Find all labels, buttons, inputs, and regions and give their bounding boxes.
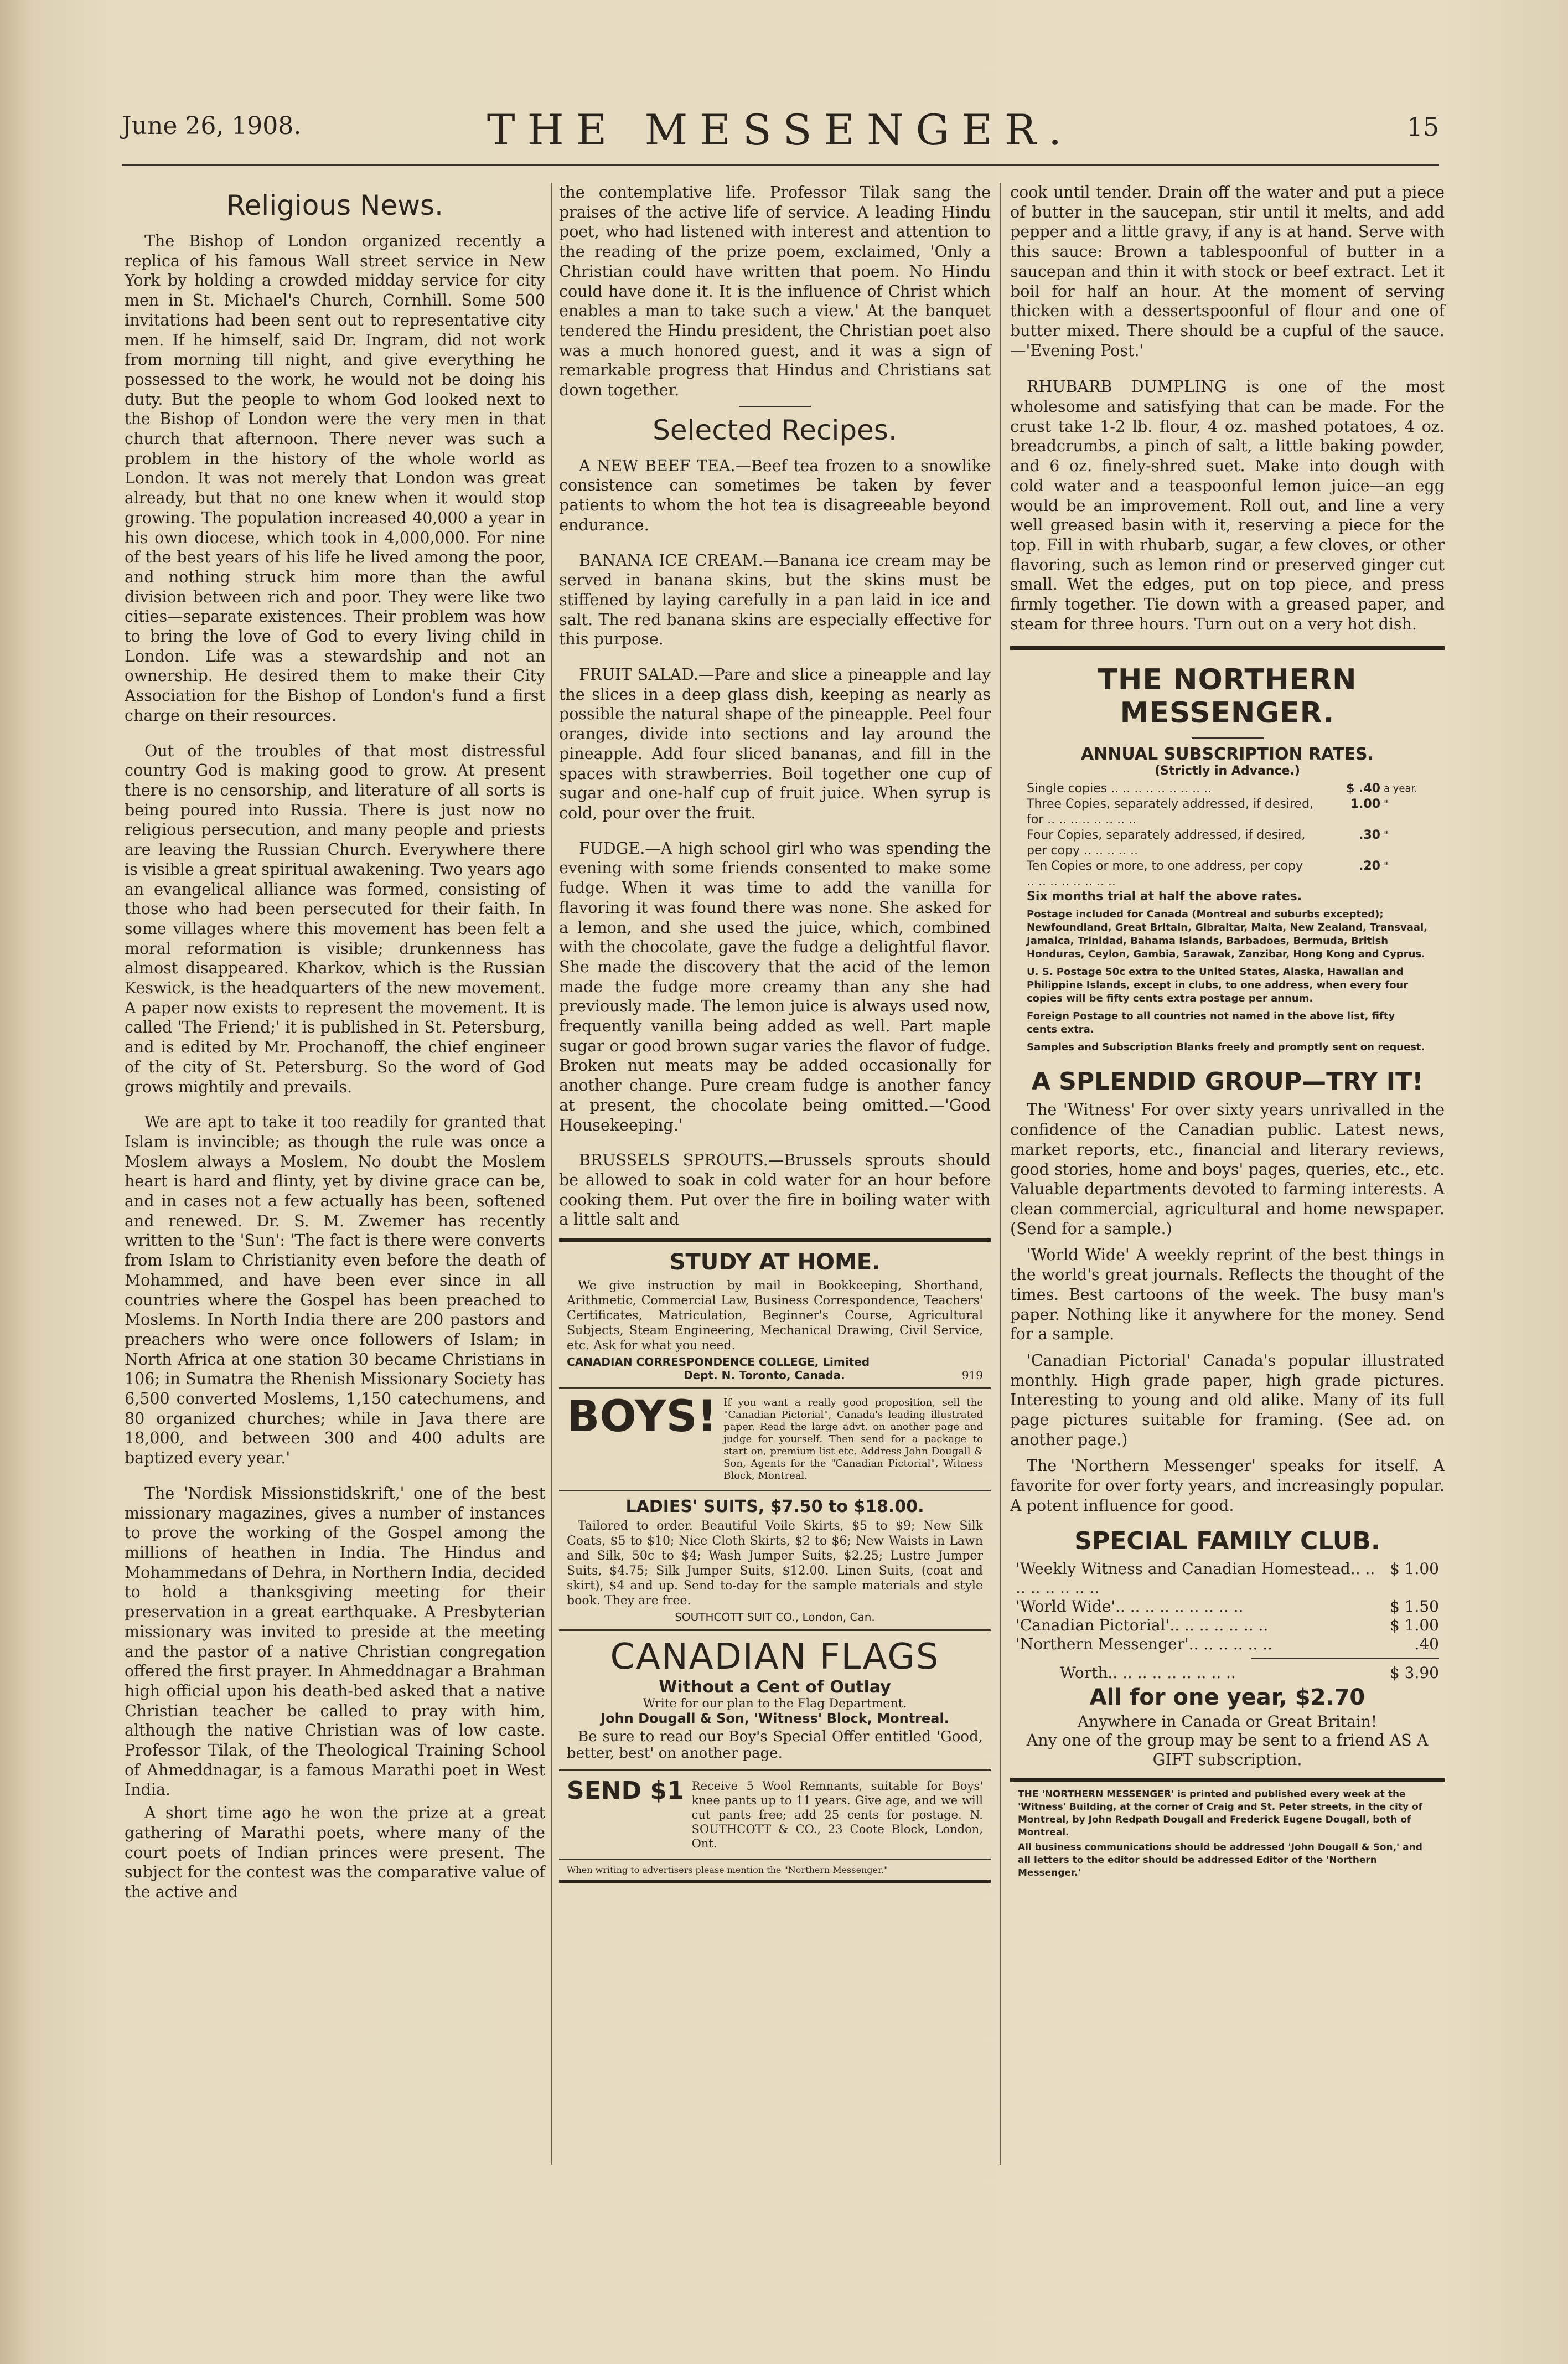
rate-row: Single copies .. .. .. .. .. .. .. .. .. $ .40 a year. bbox=[1027, 782, 1417, 796]
article-paragraph: The 'Nordisk Missionstidskrift,' one of the best missionary magazines, gives a number of instances to prove the working of the Gospel among the millions of heathen in India. The Hindus and Mohammedans of Dehra, in Northern India, decided to hold a thanksgiving meeting for their preservation in a great earthquake. A Presbyterian missionary was invited to preside at the meeting and the pastor of a native Christian congregation offered the first prayer. In Ahmeddnagar a Brahman high official upon his death-bed asked that a native Christian teacher be called to pray with him, although the native Christian was of low caste. Professor Tilak, of the Theological Training School of Ahmeddnagar, is a famous Marathi poet in West India. bbox=[125, 1484, 545, 1799]
ad-title: LADIES' SUITS, $7.50 to $18.00. bbox=[625, 1497, 924, 1517]
imprint-box bbox=[1010, 1778, 1445, 1880]
ad-canadian-flags bbox=[559, 1631, 991, 1771]
ad-subtitle: Without a Cent of Outlay bbox=[659, 1677, 891, 1697]
club-row: 'Canadian Pictorial'.. .. .. .. .. .. .. $ 1.00 bbox=[1016, 1615, 1439, 1634]
ad-body: Receive 5 Wool Remnants, suitable for Boys' knee pants up to 11 years. Give age, and we will cut pants free; add 25 cents for postage. N. SOUTHCOTT & CO., 23 Coote Block, London, Ont. bbox=[691, 1779, 983, 1851]
ad-study-at-home bbox=[559, 1242, 991, 1389]
ad-address: Dept. N. Toronto, Canada. bbox=[684, 1369, 845, 1382]
ad-title: STUDY AT HOME. bbox=[669, 1250, 881, 1276]
recipe-paragraph: RHUBARB DUMPLING is one of the most wholesome and satisfying that can be made. For the crust take 1-2 lb. flour, 4 oz. mashed potatoes, 4 oz. breadcrumbs, a pinch of salt, a little baking powder, and 6 oz. finely-shred suet. Make into dough with cold water and a teaspoonful lemon juice—an egg would be an improvement. Roll out, and line a very well greased basin with it, reserving a piece for the top. Fill in with rhubarb, sugar, a few cloves, or other flavoring, such as lemon rind or preserved ginger cut small. Wet the edges, put on top piece, and press firmly together. Tie down with a greased paper, and steam for three hours. Turn out on a very hot dish. bbox=[1010, 378, 1445, 633]
rates-heading: ANNUAL SUBSCRIPTION RATES. bbox=[1081, 745, 1374, 765]
section-divider bbox=[739, 406, 811, 407]
imprint-text: THE 'NORTHERN MESSENGER' is printed and published every week at the 'Witness' Building, at the corner of Craig and St. Peter streets, in the city of Montreal, by John Redpath Dougall and Frederick Eugene Dougall, both of Montreal. bbox=[1018, 1788, 1423, 1838]
article-paragraph: Out of the troubles of that most distressful country God is making good to grow. At present there is no censorship, and literature of all sorts is being poured into Russia. There is just now no religious persecution, and many people and priests are leaving the Russian Church. Everywhere there is visible a great spiritual awakening. Two years ago an evangelical alliance was formed, consisting of those who had been persecuted for their faith. In some villages where this movement has been felt a moral reformation is visible; drunkenness has almost disappeared. Kharkov, which is the Russian Keswick, is the headquarters of the new movement. A paper now exists to represent the movement. It is called 'The Friend;' it is published in St. Petersburg, and is edited by Mr. Prochanoff, the chief engineer of the city of St. Petersburg. So the word of God grows mightily and prevails. bbox=[125, 741, 545, 1096]
recipe-paragraph: cook until tender. Drain off the water and put a piece of butter in the saucepan, stir until it melts, and add pepper and a little gravy, if any is at hand. Serve with this sauce: Brown a tablespoonful of butter in a saucepan and thin it with stock or beef extract. Let it boil for half an hour. At the moment of serving thicken with a dessertspoonful of flour and one of butter mixed. There should be a cupful of the sauce.—'Evening Post.' bbox=[1010, 183, 1445, 360]
club-row: 'World Wide'.. .. .. .. .. .. .. .. .. $ 1.50 bbox=[1016, 1597, 1439, 1615]
recipe-paragraph: BRUSSELS SPROUTS.—Brussels sprouts should be allowed to soak in cold water for an hour before cooking them. Put over the fire in boiling water with a little salt and bbox=[559, 1151, 991, 1229]
family-club-table bbox=[1010, 1560, 1445, 1682]
advertisement-block bbox=[559, 1238, 991, 1883]
column-religious-news bbox=[125, 183, 545, 1918]
box-title: THE NORTHERN MESSENGER. bbox=[1098, 663, 1357, 730]
ad-boys bbox=[559, 1389, 991, 1491]
trial-note: Six months trial at half the above rates. bbox=[1027, 890, 1302, 904]
ad-line: John Dougall & Son, 'Witness' Block, Montreal. bbox=[601, 1711, 949, 1727]
ad-signature: SOUTHCOTT SUIT CO., London, Can. bbox=[675, 1611, 875, 1624]
article-paragraph: We are apt to take it too readily for granted that Islam is invincible; as though the rule was once a Moslem always a Moslem. No doubt the Moslem heart is hard and flinty, yet by divine grace can be, and in cases not a few actually has been, softened and renewed. Dr. S. M. Zwemer has recently written to the 'Sun': 'The fact is there were converts from Islam to Christianity even before the death of Mohammed, and have been ever since in all countries where the Gospel has been preached to Moslems. In North India there are 200 pastors and preachers who were once followers of Islam; in North Africa at one station 30 became Christians in 106; in Sumatra the Rhenish Missionary Society has 6,500 converted Moslems, 1,150 catechumens, and 80 organized churches; while in Java there are 18,000, and between 300 and 400 adults are baptized every year.' bbox=[125, 1113, 545, 1468]
club-anywhere: Anywhere in Canada or Great Britain! bbox=[1077, 1712, 1378, 1731]
section-heading: Religious News. bbox=[226, 189, 443, 221]
foreign-postage: Foreign Postage to all countries not named in the above list, fifty cents extra. bbox=[1027, 1010, 1395, 1036]
witness-blurb: The 'Witness' For over sixty years unrivalled in the confidence of the Canadian public. Latest news, market reports, etc., financial and literary reviews, good stories, home and boys' pages, queries, etc., etc. Valuable departments devoted to farming interests. A clean commercial, agricultural and home newspaper. (Send for a sample.) bbox=[1010, 1101, 1445, 1238]
rate-row: Four Copies, separately addressed, if desired, per copy .. .. .. .. .. .30 " bbox=[1027, 828, 1389, 858]
ad-title: CANADIAN FLAGS bbox=[610, 1637, 940, 1678]
ad-ladies-suits bbox=[559, 1491, 991, 1631]
ad-line: Be sure to read our Boy's Special Offer entitled 'Good, better, best' on another page. bbox=[567, 1728, 983, 1762]
splendid-group-title: A SPLENDID GROUP—TRY IT! bbox=[1031, 1067, 1424, 1096]
postage-included: Postage included for Canada (Montreal and suburbs excepted); Newfoundland, Great Britain, Gibraltar, Malta, New Zealand, Transvaal, Jamaica, Trinidad, Bahama Islands, Barbadoes, Bermuda, British Honduras, Ceylon, Gambia, Sarawak, Zanzibar, Hong Kong and Cyprus. bbox=[1027, 909, 1427, 961]
page-number: 15 bbox=[1406, 112, 1439, 142]
column-recipes bbox=[559, 183, 991, 1883]
column-divider bbox=[1000, 183, 1001, 2165]
masthead-title: THE MESSENGER. bbox=[487, 105, 1074, 154]
ad-title: BOYS! bbox=[567, 1392, 717, 1442]
recipe-paragraph: BANANA ICE CREAM.—Banana ice cream may be served in banana skins, but the skins must be stiffened by laying carefully in a pan laid in ice and salt. The red banana skins are especially effective for this purpose. bbox=[559, 551, 991, 649]
total-rule bbox=[1251, 1658, 1439, 1659]
club-row: 'Weekly Witness and Canadian Homestead.. .. .. .. .. .. .. .. $ 1.00 bbox=[1016, 1559, 1439, 1597]
header-rule bbox=[122, 164, 1439, 166]
ad-line: Write for our plan to the Flag Department. bbox=[643, 1697, 907, 1711]
rate-row: Ten Copies or more, to one address, per copy .. .. .. .. .. .. .. .. .20 " bbox=[1027, 859, 1389, 889]
northern-messenger-box bbox=[1010, 646, 1445, 1059]
rate-row: Three Copies, separately addressed, if desired, for .. .. .. .. .. .. .. .. 1.00 " bbox=[1027, 797, 1389, 827]
issue-date: June 26, 1908. bbox=[122, 112, 302, 140]
ad-code: 919 bbox=[961, 1369, 983, 1382]
family-club-title: SPECIAL FAMILY CLUB. bbox=[1074, 1526, 1380, 1555]
article-paragraph: the contemplative life. Professor Tilak sang the praises of the active life of service. A leading Hindu poet, who had listened with interest and attention to the reading of the prize poem, exclaimed, 'Only a Christian could have written that poem. No Hindu could have done it. It is the influence of Christ which enables a man to take such a view.' At the banquet tendered the Hindu president, the Christian poet also was a much honored guest, and it was a sign of remarkable progress that Hindus and Christians sat down together. bbox=[559, 183, 991, 400]
column-subscriptions bbox=[1010, 183, 1445, 1880]
recipe-paragraph: A NEW BEEF TEA.—Beef tea frozen to a snowlike consistence can sometimes be taken by fever patients to whom the hot tea is disagreeable beyond endurance. bbox=[559, 456, 991, 534]
ad-signature: CANADIAN CORRESPONDENCE COLLEGE, Limited bbox=[567, 1355, 870, 1369]
ad-send-dollar bbox=[559, 1771, 991, 1860]
column-divider bbox=[551, 183, 552, 2165]
world-wide-blurb: 'World Wide' A weekly reprint of the best things in the world's great journals. Reflects the thought of the times. Best cartoons of the week. The busy man's paper. Nothing like it anywhere for the money. Send for a sample. bbox=[1010, 1246, 1445, 1344]
ad-note: When writing to advertisers please mention the "Northern Messenger." bbox=[567, 1865, 888, 1876]
ad-body: If you want a really good proposition, sell the "Canadian Pictorial", Canada's leading illustrated paper. Read the large advt. on another page and judge for yourself. Then send for a package to start on, premium list etc. Address John Dougall & Son, Agents for the "Canadian Pictorial", Witness Block, Montreal. bbox=[723, 1397, 983, 1482]
recipe-paragraph: FUDGE.—A high school girl who was spending the evening with some friends consented to make some fudge. When it was time to add the vanilla for flavoring it was found there was none. She asked for a lemon, and she used the juice, which, combined with the chocolate, gave the fudge a delightful flavor. She made the discovery that the acid of the lemon made the fudge more creamy than any she had previously made. The lemon juice is always used now, frequently vanilla being added as well. Part maple sugar or good brown sugar varies the flavor of fudge. Broken nut meats may be added occasionally for another change. Pure cream fudge is another fancy at present, the chocolate being omitted.—'Good Housekeeping.' bbox=[559, 839, 991, 1134]
ad-body: Tailored to order. Beautiful Voile Skirts, $5 to $9; New Silk Coats, $5 to $10; Nice Cloth Skirts, $2 to $6; New Waists in Lawn and Silk, 50c to $4; Wash Jumper Suits, $2.25; Lustre Jumper Suits, $4.75; Silk Jumper Suits, $12.00. Linen Suits, (coat and skirt), $4 and up. Send to-day for the sample materials and style book. They are free. bbox=[567, 1519, 983, 1608]
ad-title: SEND $1 bbox=[567, 1777, 684, 1805]
article-paragraph: The Bishop of London organized recently a replica of his famous Wall street service in New York by holding a crowded midday service for city men in St. Michael's Church, Cornhill. Some 500 invitations had been sent out to representative city men. If he himself, said Dr. Ingram, did not work from morning till night, and give everything he possessed to the work, he would not be doing his duty. But the people to whom God looked next to the Bishop of London were the very men in that church that afternoon. There never was such a problem in the history of the whole world as London. It was not merely that London was great already, but that no one knew when it would stop growing. The population increased 40,000 a year in his own diocese, which took in 4,000,000. For nine of the best years of his life he lived among the poor, and nothing struck him more than the awful division between rich and poor. They were like two cities—separate existences. Their problem was how to bring the love of God to every living child in London. Life was a stewardship and not an ownership. He desired them to make their City Association for the Bishop of London's fund a first charge on their resources. bbox=[125, 232, 545, 725]
samples-note: Samples and Subscription Blanks freely and promptly sent on request. bbox=[1027, 1041, 1425, 1054]
club-row: 'Northern Messenger'.. .. .. .. .. .. .40 bbox=[1016, 1634, 1439, 1653]
article-paragraph: A short time ago he won the prize at a great gathering of Marathi poets, where many of the court poets of Indian princes were present. The subject for the contest was the comparative value of the active and bbox=[125, 1804, 545, 1901]
ad-body: We give instruction by mail in Bookkeeping, Shorthand, Arithmetic, Commercial Law, Business Correspondence, Teachers' Certificates, Matriculation, Beginner's Course, Agricultural Subjects, Steam Engineering, Mechanical Drawing, Civil Service, etc. Ask for what you need. bbox=[567, 1279, 983, 1353]
club-total-row: Worth.. .. .. .. .. .. .. .. .. $ 3.90 bbox=[1060, 1663, 1439, 1682]
rates-table bbox=[1010, 781, 1445, 904]
us-postage: U. S. Postage 50c extra to the United States, Alaska, Hawaiian and Philippine Islands, except in clubs, to one address, when every four copies will be fifty cents extra postage per annum. bbox=[1027, 966, 1409, 1005]
page-header bbox=[122, 105, 1439, 155]
section-divider bbox=[1192, 737, 1264, 739]
club-offer: All for one year, $2.70 bbox=[1089, 1684, 1365, 1710]
club-gift: Any one of the group may be sent to a friend AS A GIFT subscription. bbox=[1026, 1731, 1429, 1769]
section-heading: Selected Recipes. bbox=[653, 414, 897, 446]
pictorial-blurb: 'Canadian Pictorial' Canada's popular illustrated monthly. High grade paper, high grade pictures. Interesting to young and old alike. Many of its full page pictures suitable for framing. (See ad. on another page.) bbox=[1010, 1351, 1445, 1449]
recipe-paragraph: FRUIT SALAD.—Pare and slice a pineapple and lay the slices in a deep glass dish, keeping as nearly as possible the natural shape of the pineapple. Peel four oranges, divide into sections and lay around the pineapple. Add four sliced bananas, and fill in the spaces with strawberries. Boil together one cup of sugar and one-half cup of fruit juice. When syrup is cold, pour over the fruit. bbox=[559, 665, 991, 822]
northern-blurb: The 'Northern Messenger' speaks for itself. A favorite for over forty years, and increasingly popular. A potent influence for good. bbox=[1010, 1457, 1445, 1515]
imprint-text: All business communications should be addressed 'John Dougall & Son,' and all letters to the editor should be addressed Editor of the 'Northern Messenger.' bbox=[1018, 1841, 1422, 1878]
rates-subheading: (Strictly in Advance.) bbox=[1155, 764, 1300, 778]
